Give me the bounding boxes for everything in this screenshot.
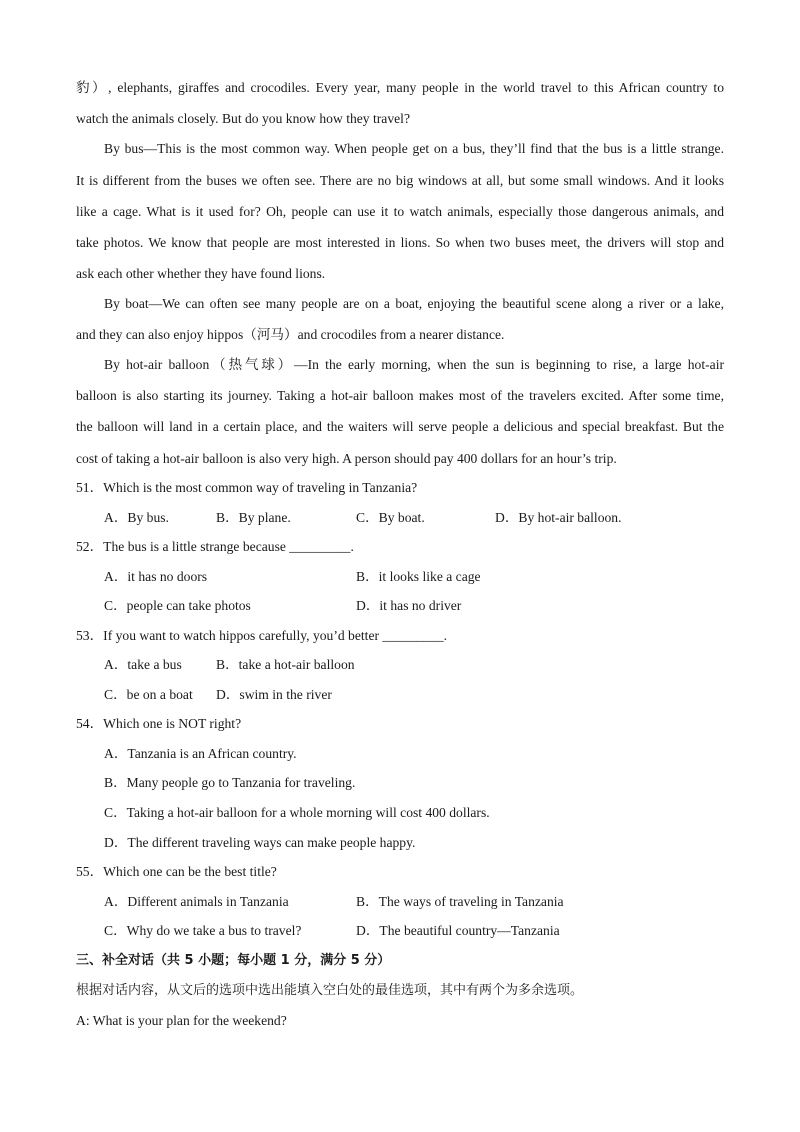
question-55-stem: 55．Which one can be the best title? xyxy=(76,864,277,879)
question-52-option-a[interactable]: A．it has no doors xyxy=(104,569,208,584)
question-51-option-c[interactable]: C．By boat. xyxy=(356,510,425,525)
question-51-option-d[interactable]: D．By hot-air balloon. xyxy=(495,510,622,525)
question-53-stem: 53．If you want to watch hippos carefully, you’d better _________. xyxy=(76,628,447,643)
dialogue-line: A: What is your plan for the weekend? xyxy=(76,1013,287,1028)
question-51-option-a[interactable]: A．By bus. xyxy=(104,510,169,525)
question-54-stem: 54．Which one is NOT right? xyxy=(76,716,242,731)
section-instruction: 根据对话内容，从文后的选项中选出能填入空白处的最佳选项，其中有两个为多余选项。 xyxy=(76,983,584,998)
question-54-option-d[interactable]: D．The different traveling ways can make people happy. xyxy=(104,835,416,850)
passage-line: By hot-air balloon（热气球）—In the early morning, when the sun is beginning to rise, a large hot-air xyxy=(104,357,724,372)
question-52-stem: 52．The bus is a little strange because _________. xyxy=(76,539,354,554)
question-54-option-a[interactable]: A．Tanzania is an African country. xyxy=(104,746,297,761)
passage-line: and they can also enjoy hippos（河马）and crocodiles from a nearer distance. xyxy=(76,327,505,342)
question-53-option-b[interactable]: B．take a hot-air balloon xyxy=(216,657,355,672)
question-52-option-b[interactable]: B．it looks like a cage xyxy=(356,569,481,584)
question-55-option-c[interactable]: C．Why do we take a bus to travel? xyxy=(104,923,302,938)
question-54-option-b[interactable]: B．Many people go to Tanzania for traveling. xyxy=(104,775,356,790)
passage-line: the balloon will land in a certain place, and the waiters will serve people a delicious and special breakfast. But the xyxy=(76,419,724,434)
passage-line: By bus—This is the most common way. When people get on a bus, they’ll find that the bus is a little strange. xyxy=(104,141,724,156)
question-53-option-c[interactable]: C．be on a boat xyxy=(104,687,193,702)
passage-line: balloon is also starting its journey. Taking a hot-air balloon makes most of the travelers excited. After some time, xyxy=(76,388,724,403)
passage-line: cost of taking a hot-air balloon is also very high. A person should pay 400 dollars for an hour’s trip. xyxy=(76,451,617,466)
question-53-option-d[interactable]: D．swim in the river xyxy=(216,687,332,702)
question-52-option-d[interactable]: D．it has no driver xyxy=(356,598,462,613)
passage-line: like a cage. What is it used for? Oh, people can use it to watch animals, especially those dangerous animals, and xyxy=(76,204,724,219)
question-52-option-c[interactable]: C．people can take photos xyxy=(104,598,251,613)
passage-line: watch the animals closely. But do you know how they travel? xyxy=(76,111,410,126)
question-54-option-c[interactable]: C．Taking a hot-air balloon for a whole morning will cost 400 dollars. xyxy=(104,805,490,820)
question-51-stem: 51．Which is the most common way of traveling in Tanzania? xyxy=(76,480,418,495)
question-55-option-b[interactable]: B．The ways of traveling in Tanzania xyxy=(356,894,564,909)
question-55-option-d[interactable]: D．The beautiful country—Tanzania xyxy=(356,923,560,938)
question-53-option-a[interactable]: A．take a bus xyxy=(104,657,182,672)
passage-line: It is different from the buses we often see. There are no big windows at all, but some small windows. And it looks xyxy=(76,173,724,188)
section-heading: 三、补全对话（共 5 小题；每小题 1 分，满分 5 分） xyxy=(76,953,391,968)
question-55-option-a[interactable]: A．Different animals in Tanzania xyxy=(104,894,289,909)
passage-line: ask each other whether they have found lions. xyxy=(76,266,326,281)
question-51-option-b[interactable]: B．By plane. xyxy=(216,510,291,525)
passage-line: By boat—We can often see many people are on a boat, enjoying the beautiful scene along a river or a lake, xyxy=(104,296,724,311)
passage-line: take photos. We know that people are most interested in lions. So when two buses meet, the drivers will stop and xyxy=(76,235,724,250)
passage-line: 豹）, elephants, giraffes and crocodiles. Every year, many people in the world travel to this African country to xyxy=(76,80,725,95)
